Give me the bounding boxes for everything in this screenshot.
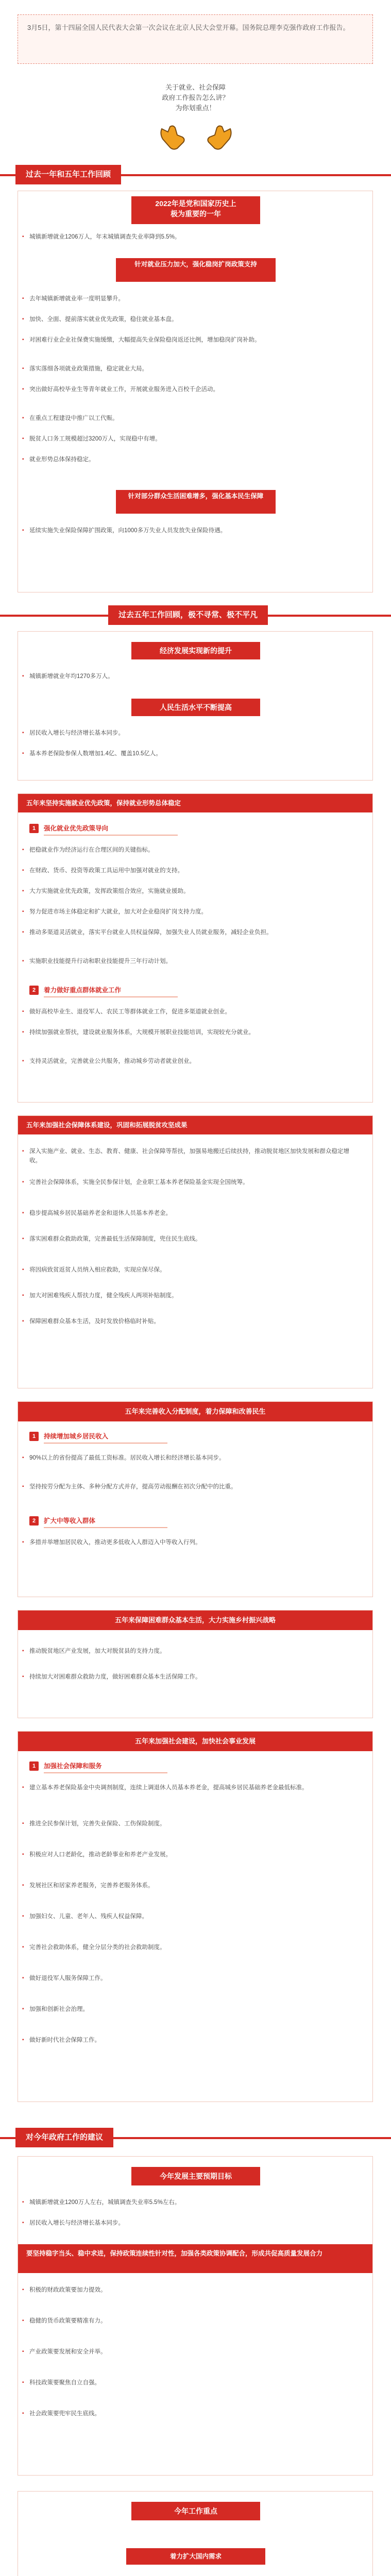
paragraph: ▪ 加强和创新社会治理。 — [29, 2005, 359, 2014]
section-2022 — [18, 191, 373, 592]
question-line-3: 为你划重点！ — [175, 104, 216, 112]
section-social-development — [18, 1731, 373, 2102]
subheading-number-icon: 1 — [29, 1761, 39, 1771]
subheading-underline — [44, 996, 178, 997]
paragraph: ▪ 深入实施产业、就业、生态、教育、健康、社会保障等帮扶，加强易地搬迁后续扶持，推动脱贫地区加快发展和群众稳定增收。 — [29, 1147, 359, 1165]
subheading-text: 扩大中等收入群体 — [44, 1517, 96, 1524]
paragraph: ▪ 稳步提高城乡居民基础养老金和退休人员基本养老金。 — [29, 1209, 359, 1218]
band-tag: 过去五年工作回顾，极不寻常、极不平凡 — [108, 605, 268, 625]
section-title: 今年发展主要预期目标 — [131, 2167, 260, 2185]
paragraph: ▪ 城镇新增就业1200万人左右，城镇调查失业率5.5%左右。 — [29, 2198, 359, 2207]
paragraph: ▪ 做好高校毕业生、退役军人、农民工等群体就业工作，促进多渠道就业创业。 — [29, 1007, 359, 1016]
paragraph: ▪ 加快、全面、提前落实就业优先政策，稳住就业基本盘。 — [29, 315, 359, 324]
subheader-livelihood: 针对部分群众生活困难增多，强化基本民生保障 — [116, 490, 276, 514]
subheader-employment-support: 针对就业压力加大，强化稳岗扩岗政策支持 — [116, 258, 276, 282]
paragraph: ▪ 将因病致贫返贫人员纳入相应救助，实现应保尽保。 — [29, 1265, 359, 1275]
paragraph: ▪ 城镇新增就业年均1270多万人。 — [29, 672, 359, 681]
paragraph: ▪ 居民收入增长与经济增长基本同步。 — [29, 728, 359, 738]
subheading-text: 加强社会保障和服务 — [44, 1762, 102, 1770]
subheading — [29, 1515, 167, 1527]
intro-text: 3月5日，第十四届全国人民代表大会第一次会议在北京人民大会堂开幕。国务院总理李克强作政府工作报告。 — [27, 24, 350, 31]
band-tag: 过去一年和五年工作回顾 — [15, 165, 121, 184]
section-key-work — [18, 2491, 373, 2576]
question-line-1: 关于就业、社会保障 — [165, 83, 226, 91]
section-title: 今年工作重点 — [131, 2502, 260, 2520]
paragraph: ▪ 发展社区和居家养老服务，完善养老服务体系。 — [29, 1881, 359, 1890]
section-band-five-years — [0, 605, 391, 625]
paragraph: ▪ 落实落细各项就业政策措施，稳定就业大局。 — [29, 364, 359, 374]
paragraph: ▪ 基本养老保险参保人数增加1.4亿、覆盖10.5亿人。 — [29, 749, 359, 758]
paragraph: ▪ 持续加大对困难群众救助力度，做好困难群众基本生活保障工作。 — [29, 1672, 359, 1682]
paragraph: ▪ 持续加强就业帮扶，建设就业服务体系，大规模开展职业技能培训，实现较充分就业。 — [29, 1028, 359, 1037]
paragraph: ▪ 加强妇女、儿童、老年人、残疾人权益保障。 — [29, 1912, 359, 1921]
title-line-2: 极为重要的一年 — [171, 210, 221, 218]
paragraph: ▪ 落实困难群众救助政策，完善最低生活保障制度，兜住民生底线。 — [29, 1234, 359, 1244]
paragraph: ▪ 多措并举增加居民收入，推动更多低收入人群迈入中等收入行列。 — [29, 1538, 359, 1547]
band-tag: 对今年政府工作的建议 — [15, 2128, 113, 2147]
subheading-underline — [44, 1772, 167, 1773]
paragraph: ▪ 保障困难群众基本生活，及时发放价格临时补贴。 — [29, 1317, 359, 1326]
subheading-text: 着力做好重点群体就业工作 — [44, 987, 122, 994]
paragraph: ▪ 突出做好高校毕业生等青年就业工作，开展就业服务进入百校千企活动。 — [29, 385, 359, 394]
section-header: 五年来完善收入分配制度，着力保障和改善民生 — [18, 1402, 372, 1421]
paragraph: ▪ 实施职业技能提升行动和职业技能提升三年行动计划。 — [29, 957, 359, 966]
section-band-suggestions — [0, 2128, 391, 2147]
paragraph: ▪ 坚持按劳分配为主体、多种分配方式并存，提高劳动报酬在初次分配中的比重。 — [29, 1482, 359, 1492]
paragraph: ▪ 积极应对人口老龄化，推动老龄事业和养老产业发展。 — [29, 1850, 359, 1859]
subheading-underline — [44, 1443, 167, 1444]
paragraph: ▪ 产业政策要发展和安全并举。 — [29, 2347, 359, 2357]
paragraph: ▪ 在财政、货币、投资等政策工具运用中加强对就业的支持。 — [29, 866, 359, 875]
subheader-economy: 经济发展实现新的提升 — [131, 642, 260, 659]
subheading-number-icon: 1 — [29, 824, 39, 833]
subheading-text: 持续增加城乡居民收入 — [44, 1433, 109, 1440]
subheader-living-standard: 人民生活水平不断提高 — [131, 699, 260, 716]
subheading — [29, 985, 178, 996]
section-header: 要坚持稳字当头、稳中求进，保持政策连续性针对性，加强各类政策协调配合，形成共促高质量发展合力 — [18, 2244, 372, 2273]
subheading-text: 强化就业优先政策导向 — [44, 825, 109, 832]
paragraph: ▪ 完善社会保障体系，实施全民参保计划，企业职工基本养老保险基金实现全国统筹。 — [29, 1178, 359, 1187]
question-line-2: 政府工作报告怎么讲？ — [162, 94, 229, 101]
paragraph: ▪ 努力促进市场主体稳定和扩大就业，加大对企业稳岗扩岗支持力度。 — [29, 907, 359, 917]
subheading-underline — [44, 835, 178, 836]
pointing-hands — [0, 124, 391, 160]
paragraph: ▪ 做好退役军人服务保障工作。 — [29, 1974, 359, 1983]
paragraph: ▪ 完善社会救助体系，健全分层分类的社会救助制度。 — [29, 1943, 359, 1952]
section-band-review — [0, 165, 391, 184]
paragraph: ▪ 积极的财政政策要加力提效。 — [29, 2285, 359, 2295]
paragraph: ▪ 推进全民参保计划，完善失业保险、工伤保险制度。 — [29, 1819, 359, 1828]
section-header: 五年来坚持实施就业优先政策，保持就业形势总体稳定 — [18, 794, 372, 812]
paragraph: ▪ 稳健的货币政策要精准有力。 — [29, 2316, 359, 2326]
paragraph: ▪ 科技政策要聚焦自立自强。 — [29, 2378, 359, 2387]
section-header: 五年来加强社会建设，加快社会事业发展 — [18, 1732, 372, 1751]
paragraph: ▪ 加大对困难残疾人帮扶力度，健全残疾人两项补贴制度。 — [29, 1291, 359, 1300]
paragraph: ▪ 推动多渠道灵活就业，落实平台就业人员权益保障，加强失业人员就业服务，减轻企业负担。 — [29, 928, 359, 937]
paragraph: ▪ 居民收入增长与经济增长基本同步。 — [29, 2218, 359, 2228]
title-line-1: 2022年是党和国家历史上 — [155, 199, 236, 208]
section-header: 五年来加强社会保障体系建设，巩固和拓展脱贫攻坚成果 — [18, 1116, 372, 1134]
section-targets — [18, 2156, 373, 2476]
subheading-underline — [44, 1527, 167, 1528]
subheading — [29, 823, 178, 834]
paragraph: ▪ 去年城镇新增就业率一度明显攀升。 — [29, 294, 359, 303]
paragraph: ▪ 建立基本养老保险基金中央调剂制度，连续上调退休人员基本养老金，提高城乡居民基础养老金最低标准。 — [29, 1783, 359, 1792]
paragraph: ▪ 延续实施失业保险保障扩围政策，向1000多万失业人员发放失业保险待遇。 — [29, 526, 359, 535]
subheading-number-icon: 1 — [29, 1432, 39, 1441]
paragraph: ▪ 支持灵活就业，完善就业公共服务，推动城乡劳动者就业创业。 — [29, 1057, 359, 1066]
subheader-domestic-demand: 着力扩大国内需求 — [126, 2548, 265, 2565]
paragraph: ▪ 把稳就业作为经济运行在合理区间的关键指标。 — [29, 845, 359, 855]
paragraph: ▪ 做好新时代社会保障工作。 — [29, 2036, 359, 2045]
paragraph: ▪ 大力实施就业优先政策，发挥政策组合效应，实施就业援助。 — [29, 887, 359, 896]
subheading-number-icon: 2 — [29, 986, 39, 995]
paragraph: ▪ 社会政策要兜牢民生底线。 — [29, 2409, 359, 2418]
paragraph: ▪ 在重点工程建设中推广以工代赈。 — [29, 414, 359, 423]
paragraph: ▪ 90%以上的省份提高了最低工资标准。居民收入增长和经济增长基本同步。 — [29, 1453, 359, 1463]
section-social-security — [18, 1115, 373, 1388]
subheading — [29, 1760, 167, 1772]
section-2022-title — [131, 196, 260, 224]
paragraph: ▪ 脱贫人口务工规模超过3200万人，实现稳中有增。 — [29, 434, 359, 444]
paragraph: ▪ 城镇新增就业1206万人，年末城镇调查失业率降到5.5%。 — [29, 232, 359, 242]
section-header: 五年来保障困难群众基本生活，大力实施乡村振兴战略 — [18, 1611, 372, 1630]
section-employment-priority — [18, 793, 373, 1103]
paragraph: ▪ 推动脱贫地区产业发展，加大对脱贫县的支持力度。 — [29, 1647, 359, 1656]
hand-down-left-icon — [155, 124, 189, 156]
section-income-distribution — [18, 1401, 373, 1597]
paragraph: ▪ 对困难行业企业社保费实施缓缴，大幅提高失业保险稳岗返还比例，增加稳岗扩岗补助。 — [29, 335, 359, 345]
section-rural-revitalization — [18, 1610, 373, 1718]
section-five-year-achievements — [18, 631, 373, 781]
intro-box — [18, 14, 373, 64]
hand-down-right-icon — [203, 124, 237, 156]
subheading-number-icon: 2 — [29, 1516, 39, 1526]
paragraph: ▪ 就业形势总体保持稳定。 — [29, 455, 359, 464]
subheading — [29, 1431, 167, 1442]
